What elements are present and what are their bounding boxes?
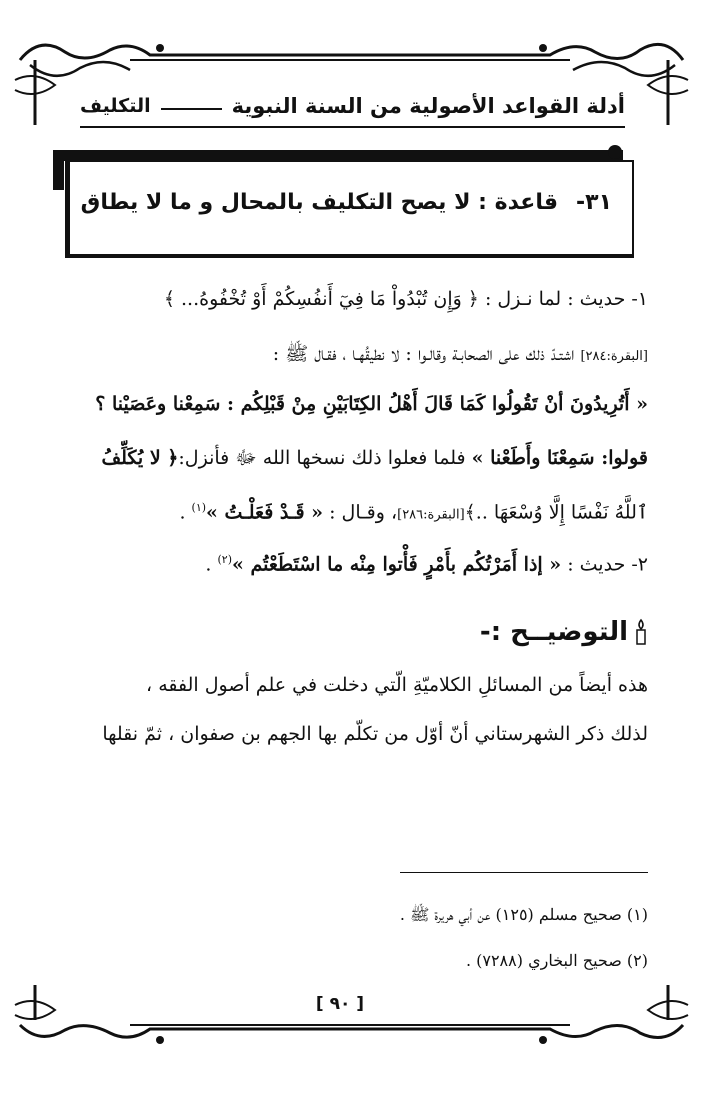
book-title: أدلة القواعد الأصولية من السنة النبوية	[231, 94, 625, 118]
rule-number: ٣١-	[576, 190, 612, 215]
body-line-1: ١- حديث : لما نـزل : ﴿ وَإِن تُبْدُواْ مَا فِيٓ أَنفُسِكُمْ أَوْ تُخْفُوهُ... ﴾	[163, 288, 648, 310]
hadith-text-3: « إذا أَمَرْتُكُم بأَمْرٍ فَأْتوا مِنْه ما اسْتَطَعْتُم »	[232, 553, 562, 576]
quran-verse-1: ﴿ وَإِن تُبْدُواْ مَا فِيٓ أَنفُسِكُمْ أَوْ تُخْفُوهُ... ﴾	[163, 288, 479, 310]
hadith-text-1: « أَتُرِيدُونَ أنْ تَقُولُوا كَمَا قَالَ أَهْلُ الكِتَابَيْنِ مِنْ قَبْلِكُم : سَمِعْنا وعَصَيْنا ؟	[95, 393, 648, 415]
header-underline	[80, 126, 625, 128]
verse-ref-1: [البقرة:٢٨٤]	[580, 349, 648, 364]
header-divider	[161, 108, 222, 110]
body-line-4: قولوا: سَمِعْنَا وأَطَعْنا » فلما فعلوا ذلك نسخها الله ﷻ فأنزل:﴿ لا يُكَلِّفُ	[101, 447, 648, 469]
body-line-5: ٱللَّهُ نَفْسًا إِلَّا وُسْعَهَا ..﴾[البقرة:٢٨٦]، وقـال : « قَـدْ فَعَلْـتُ »$^{(١)}$ .	[179, 501, 648, 524]
bottom-ornament	[10, 985, 693, 1055]
footnote-divider	[400, 872, 648, 873]
explanation-line-1: هذه أيضاً من المسائلِ الكلاميّةِ الّتي دخلت في علم أصول الفقه ،	[146, 674, 648, 696]
footnote-marker-2: (٢)	[217, 553, 232, 566]
verse-ref-2: [البقرة:٢٨٦]	[397, 507, 465, 523]
quran-verse-2-end: ٱللَّهُ نَفْسًا إِلَّا وُسْعَهَا ..﴾	[464, 501, 648, 524]
rule-heading	[80, 190, 612, 215]
section-title: التوضيــح :-	[479, 617, 628, 647]
quran-verse-2-start: ﴿ لا يُكَلِّفُ	[101, 447, 179, 469]
footnote-2: (٢) صحيح البخاري (٧٢٨٨) .	[465, 951, 648, 970]
rule-box-top-knob	[608, 145, 622, 159]
chapter-title: التكليف	[80, 95, 151, 117]
candle-icon	[634, 618, 648, 646]
explanation-line-2: لذلك ذكر الشهرستاني أنّ أوّل من تكلّم بها الجهم بن صفوان ، ثمّ نقلها	[102, 723, 648, 745]
body-line-2: [البقرة:٢٨٤] اشتـدّ ذلك على الصحابـة وقالـوا : لا نطيقُهـا ، فقـال ﷺ :	[272, 343, 648, 365]
rule-box-left-bar	[53, 150, 64, 190]
page-number: [ ٩٠ ]	[315, 994, 365, 1014]
footnote-marker-1: (١)	[191, 501, 207, 514]
footnote-1: (١) صحيح مسلم (١٢٥) عن أبي هريرة ﷺ .	[399, 905, 648, 924]
section-heading	[480, 617, 648, 647]
running-header	[80, 88, 625, 124]
body-line-6: ٢- حديث : « إذا أَمَرْتُكُم بأَمْرٍ فَأْتوا مِنْه ما اسْتَطَعْتُم »$^{(٢)}$ .	[205, 553, 648, 576]
rule-statement: قاعدة : لا يصح التكليف بالمحال و ما لا يطاق	[80, 190, 558, 215]
hadith-text-2: « قَـدْ فَعَلْـتُ »	[206, 501, 324, 524]
body-line-3	[48, 393, 648, 416]
